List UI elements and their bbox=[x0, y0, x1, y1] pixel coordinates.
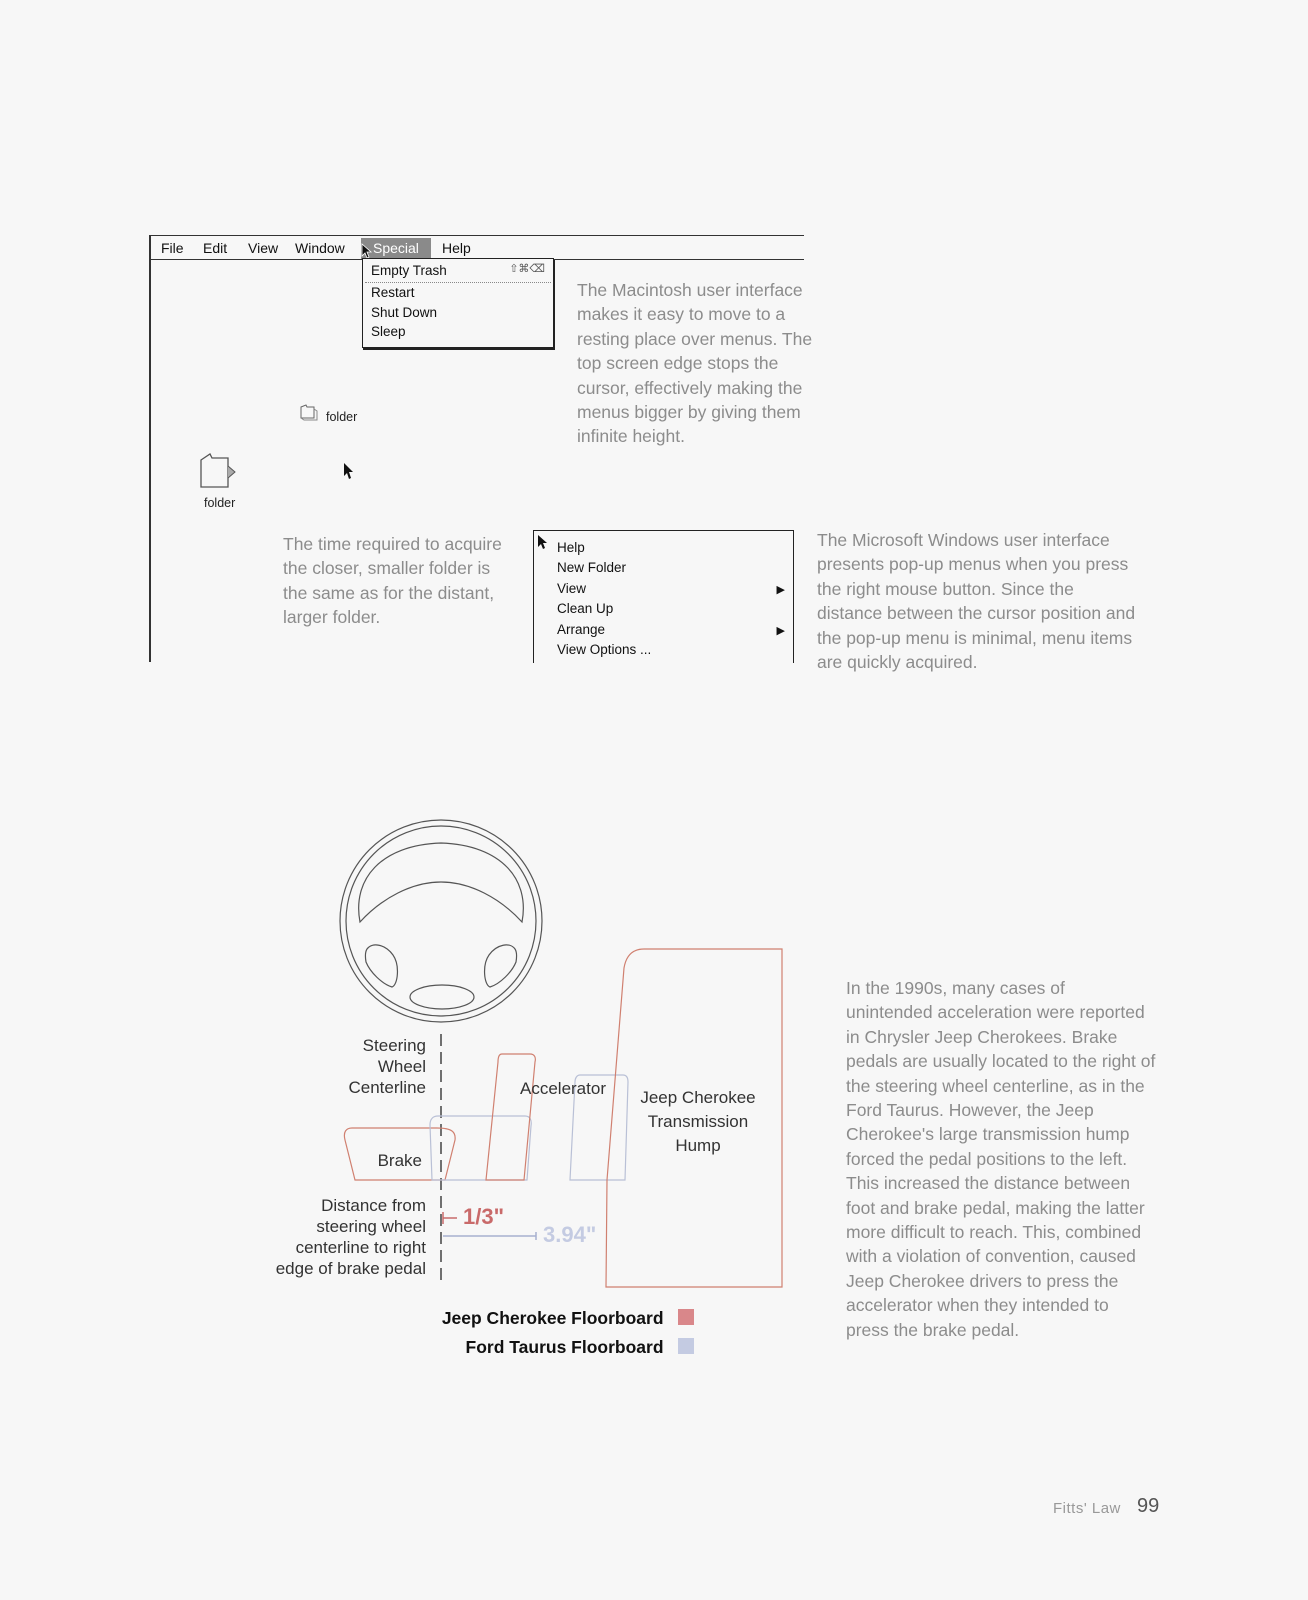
popup-item-clean-up[interactable]: Clean Up bbox=[557, 601, 614, 616]
dropdown-item-sleep[interactable]: Sleep bbox=[371, 324, 406, 339]
submenu-arrow-icon: ▶ bbox=[776, 584, 785, 596]
popup-item-view-options[interactable]: View Options ... bbox=[557, 642, 652, 657]
menu-file[interactable]: File bbox=[161, 240, 184, 256]
legend-label: Ford Taurus Floorboard bbox=[465, 1337, 664, 1357]
hump-label-line: Transmission bbox=[647, 1112, 749, 1131]
jeep-distance-value: 1/3" bbox=[463, 1204, 505, 1229]
steering-wheel bbox=[340, 820, 542, 1022]
jeep-caption: In the 1990s, many cases of unintended acceleration were reported in Chrysler Jeep Cherokees. Brake pedals are usually located to the right of the steering wheel centerline, as in the Ford Taurus. However, the Jeep Cherokee's large transmission hump forced the pedal positions to the left. This increased the distance between foot and brake pedal, making the latter more difficult to reach. This, combined with a violation of convention, caused Jeep Cherokee drivers to press the accelerator when they intended to press the brake pedal. bbox=[846, 978, 1156, 1340]
folders-caption: The time required to acquire the closer, smaller folder is the same as for the distant, larger folder. bbox=[283, 534, 502, 628]
legend-item-taurus bbox=[420, 1337, 694, 1358]
steering-label-line: Wheel bbox=[377, 1057, 426, 1076]
windows-caption: The Microsoft Windows user interface presents pop-up menus when you press the right mouse button. Since the distance between the cursor position and the pop-up menu is minimal, menu items are quickly acquired. bbox=[817, 530, 1136, 673]
hump-label-line: Jeep Cherokee bbox=[640, 1088, 756, 1107]
dropdown-item-empty-trash[interactable]: Empty Trash bbox=[371, 263, 447, 278]
menu-view[interactable]: View bbox=[248, 240, 279, 256]
legend-label: Jeep Cherokee Floorboard bbox=[441, 1308, 664, 1328]
legend-swatch-taurus bbox=[678, 1338, 694, 1354]
taurus-distance-value: 3.94" bbox=[543, 1222, 597, 1247]
dropdown-item-restart[interactable]: Restart bbox=[371, 285, 415, 300]
menu-help[interactable]: Help bbox=[442, 240, 471, 256]
steering-centerline-label bbox=[316, 1035, 426, 1098]
menu-edit[interactable]: Edit bbox=[203, 240, 228, 256]
popup-item-arrange[interactable]: Arrange bbox=[557, 622, 606, 637]
popup-item-new-folder[interactable]: New Folder bbox=[557, 560, 627, 575]
large-folder-label: folder bbox=[204, 496, 236, 510]
brake-label: Brake bbox=[377, 1151, 422, 1170]
legend-item-jeep bbox=[420, 1308, 694, 1329]
distance-label-line: edge of brake pedal bbox=[275, 1259, 426, 1278]
legend-swatch-jeep bbox=[678, 1309, 694, 1325]
legend bbox=[420, 1308, 694, 1358]
distance-label bbox=[246, 1195, 426, 1279]
small-folder-label: folder bbox=[326, 410, 358, 424]
dropdown-item-shut-down[interactable]: Shut Down bbox=[371, 305, 438, 320]
submenu-arrow-icon: ▶ bbox=[776, 625, 785, 637]
shortcut-label: ⇧⌘⌫ bbox=[509, 263, 545, 275]
popup-item-help[interactable]: Help bbox=[557, 540, 585, 555]
page-number: 99 bbox=[1137, 1495, 1160, 1517]
menu-window[interactable]: Window bbox=[295, 240, 345, 256]
running-footer: Fitts' Law bbox=[1053, 1500, 1121, 1517]
distance-label-line: steering wheel bbox=[316, 1217, 426, 1236]
accelerator-label: Accelerator bbox=[520, 1079, 606, 1098]
hump-label bbox=[628, 1086, 768, 1158]
hump-label-line: Hump bbox=[675, 1136, 721, 1155]
steering-label-line: Steering bbox=[362, 1036, 426, 1055]
popup-item-view[interactable]: View bbox=[557, 581, 587, 596]
mac-menus-caption: The Macintosh user interface makes it easy to move to a resting place over menus. The top screen edge stops the cursor, effectively making the menus bigger by giving them infinite height. bbox=[577, 280, 813, 447]
menu-special[interactable]: Special bbox=[361, 238, 431, 259]
distance-label-line: Distance from bbox=[321, 1196, 426, 1215]
taurus-brake-pedal bbox=[430, 1116, 531, 1180]
steering-label-line: Centerline bbox=[348, 1078, 426, 1097]
distance-label-line: centerline to right bbox=[295, 1238, 426, 1257]
